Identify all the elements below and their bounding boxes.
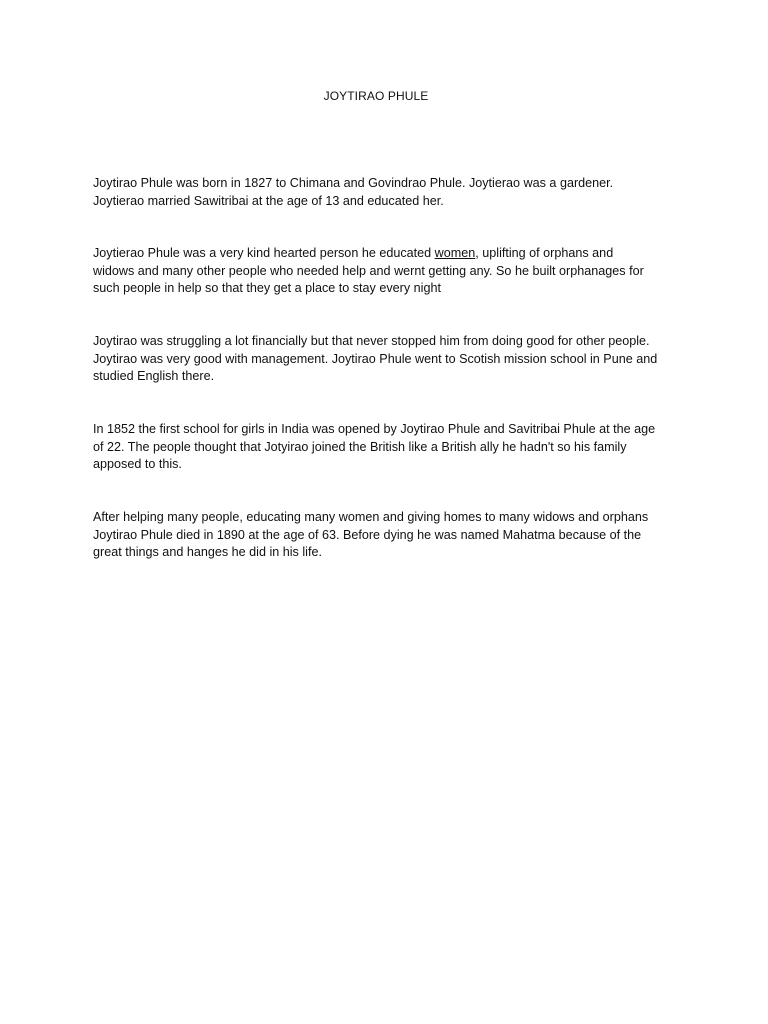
paragraph-2-line-1-end: , uplifting of orphans and [475, 246, 614, 260]
paragraph-2-line-3: such people in help so that they get a place to stay every night [93, 281, 441, 296]
paragraph-3 [93, 333, 681, 386]
paragraph-2-line-2: widows and many other people who needed help and wernt getting any. So he built orphanages for [93, 263, 644, 278]
paragraph-1-line-2: Joytierao married Sawitribai at the age of 13 and educated her. [93, 193, 444, 208]
paragraph-5 [93, 509, 681, 562]
underlined-word: women [434, 246, 476, 260]
paragraph-2-line-1 [93, 245, 681, 263]
paragraph-3-line-3: studied English there. [93, 369, 215, 384]
paragraph-1-line-1: Joytirao Phule was born in 1827 to Chimana and Govindrao Phule. Joytierao was a gardener. [93, 176, 614, 190]
paragraph-5-line-1: After helping many people, educating many women and giving homes to many widows and orphans [93, 510, 649, 524]
paragraph-2-line-1-start: Joytierao Phule was a very kind hearted person he educated [93, 246, 435, 260]
paragraph-4-line-1: In 1852 the first school for girls in India was opened by Joytirao Phule and Savitribai Phule at the age [93, 422, 656, 436]
paragraph-4-line-3: apposed to this. [93, 457, 182, 472]
paragraph-5-line-2: Joytirao Phule died in 1890 at the age of 63. Before dying he was named Mahatma because of the [93, 527, 642, 542]
paragraph-3-line-1: Joytirao was struggling a lot financially but that never stopped him from doing good for other people. [93, 334, 650, 348]
paragraph-3-line-2: Joytirao was very good with management. Joytirao Phule went to Scotish mission school in Pune and [93, 351, 658, 366]
paragraph-4-line-2: of 22. The people thought that Jotyirao joined the British like a British ally he hadn't so his family [93, 439, 627, 454]
paragraph-1 [93, 175, 681, 210]
paragraph-4 [93, 421, 681, 474]
paragraph-5-line-3: great things and hanges he did in his life. [93, 545, 322, 560]
document-title: JOYTIRAO PHULE [323, 89, 429, 103]
paragraph-2 [93, 245, 681, 298]
